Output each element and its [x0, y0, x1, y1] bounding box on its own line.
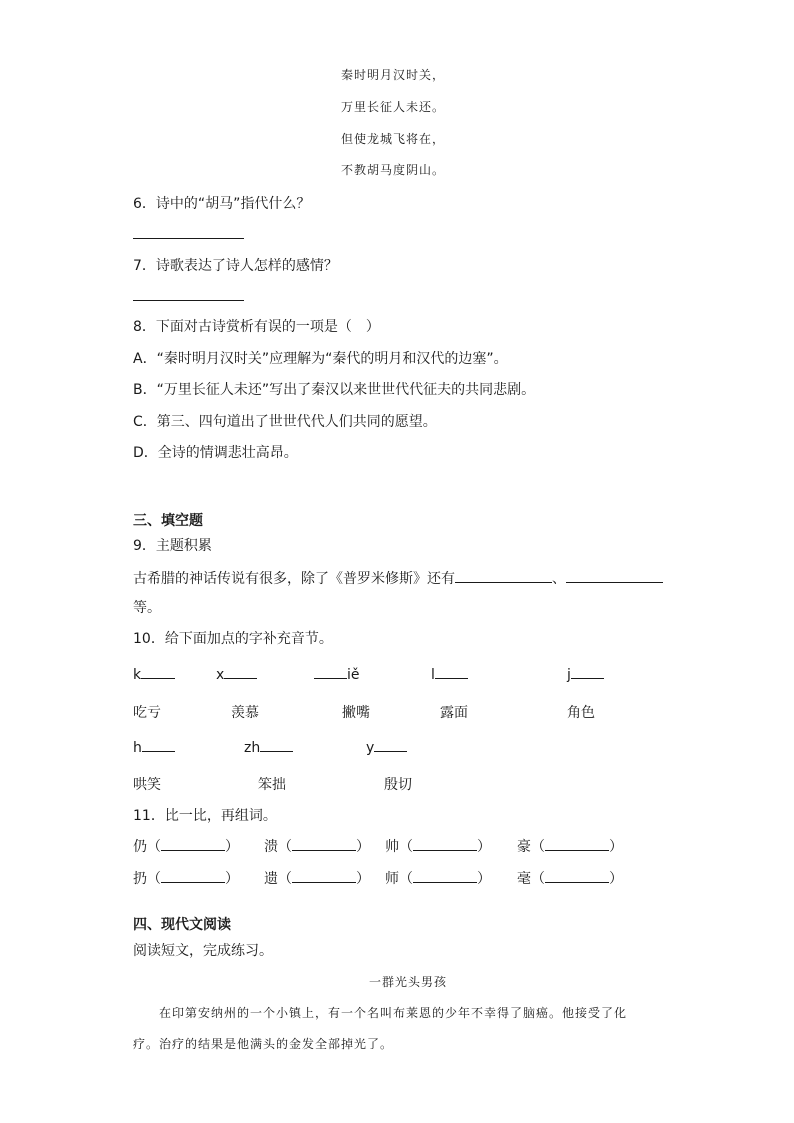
- option-c: C．第三、四句道出了世世代代人们共同的愿望。: [133, 414, 437, 430]
- word-7: 笨拙: [258, 777, 286, 793]
- question-9-separator: 、: [552, 571, 566, 587]
- option-d: D．全诗的情调悲壮高昂。: [133, 445, 298, 461]
- option-b: B．“万里长征人未还”写出了秦汉以来世世代代征夫的共同悲剧。: [133, 382, 536, 398]
- question-11-title: 11．比一比，再组词。: [133, 808, 277, 824]
- question-9-end: 等。: [133, 600, 161, 616]
- compare-2[interactable]: 溃（ ）: [264, 839, 370, 855]
- pinyin-blank-2[interactable]: x: [216, 666, 257, 683]
- article-title: 一群光头男孩: [369, 975, 448, 989]
- poem-line-3: 但使龙城飞将在，: [341, 132, 446, 146]
- question-6: 6．诗中的“胡马”指代什么？: [133, 196, 311, 212]
- question-8: 8．下面对古诗赏析有误的一项是（ ）: [133, 319, 380, 335]
- answer-line-6[interactable]: [133, 238, 244, 239]
- section-4-heading: 四、现代文阅读: [133, 917, 231, 933]
- pinyin-blank-7[interactable]: zh: [244, 739, 293, 756]
- compare-8[interactable]: 毫（ ）: [517, 871, 623, 887]
- pinyin-blank-6[interactable]: h: [133, 739, 175, 756]
- question-9-prompt: 古希腊的神话传说有很多，除了《普罗米修斯》还有: [133, 571, 455, 587]
- word-5: 角色: [567, 705, 595, 721]
- compare-5[interactable]: 扔（ ）: [133, 871, 239, 887]
- option-a: A．“秦时明月汉时关”应理解为“秦代的明月和汉代的边塞”。: [133, 351, 508, 367]
- pinyin-blank-1[interactable]: k: [133, 666, 175, 683]
- compare-7[interactable]: 师（ ）: [385, 871, 491, 887]
- answer-line-7[interactable]: [133, 300, 244, 301]
- pinyin-blank-8[interactable]: y: [366, 739, 407, 756]
- question-7: 7．诗歌表达了诗人怎样的感情？: [133, 258, 338, 274]
- word-4: 露面: [440, 705, 468, 721]
- word-8: 殷切: [384, 777, 412, 793]
- reading-instruction: 阅读短文，完成练习。: [133, 943, 273, 959]
- word-3: 撇嘴: [342, 705, 370, 721]
- compare-6[interactable]: 遗（ ）: [264, 871, 370, 887]
- word-6: 哄笑: [133, 777, 161, 793]
- pinyin-blank-5[interactable]: j: [567, 666, 604, 683]
- question-9-title: 9．主题积累: [133, 538, 212, 554]
- question-9-text: [133, 568, 663, 588]
- compare-1[interactable]: 仍（ ）: [133, 839, 239, 855]
- poem-line-4: 不教胡马度阴山。: [341, 163, 446, 177]
- compare-3[interactable]: 帅（ ）: [385, 839, 491, 855]
- poem-line-1: 秦时明月汉时关，: [341, 68, 446, 82]
- word-2: 羡慕: [231, 705, 259, 721]
- word-1: 吃亏: [133, 705, 161, 721]
- blank-9-1[interactable]: [455, 582, 552, 583]
- poem-line-2: 万里长征人未还。: [341, 100, 446, 114]
- article-line-1: 在印第安纳州的一个小镇上，有一个名叫布莱恩的少年不幸得了脑癌。他接受了化: [159, 1006, 628, 1020]
- section-3-heading: 三、填空题: [133, 513, 203, 529]
- pinyin-blank-4[interactable]: l: [431, 666, 468, 683]
- article-line-2: 疗。治疗的结果是他满头的金发全部掉光了。: [133, 1037, 394, 1051]
- blank-9-2[interactable]: [566, 582, 663, 583]
- pinyin-blank-3[interactable]: iě: [314, 666, 360, 683]
- compare-4[interactable]: 豪（ ）: [517, 839, 623, 855]
- question-10-title: 10．给下面加点的字补充音节。: [133, 631, 333, 647]
